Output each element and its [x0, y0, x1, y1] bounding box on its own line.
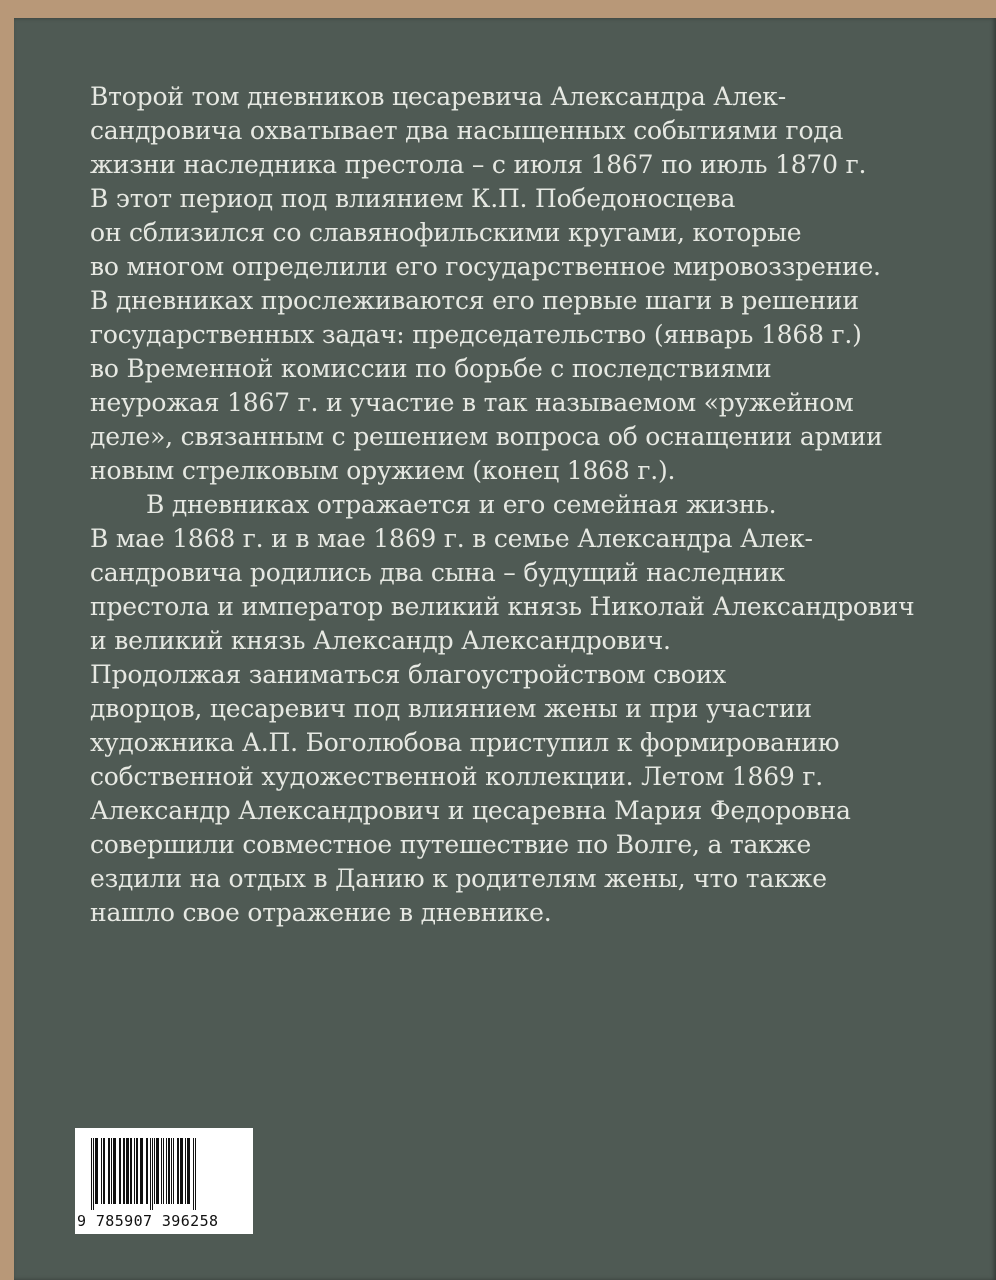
barcode-bar: [108, 1138, 110, 1204]
barcode-bar: [193, 1138, 194, 1210]
text-line: нашло свое отражение в дневнике.: [90, 898, 552, 927]
barcode-bar: [111, 1138, 112, 1204]
text-line: В мае 1868 г. и в мае 1869 г. в семье Александра Алек-: [90, 524, 813, 553]
barcode-digits: 9 785907 396258: [77, 1212, 219, 1230]
text-line: В дневниках отражается и его семейная жизнь.: [146, 490, 777, 519]
text-line: неурожая 1867 г. и участие в так называемом «ружейном: [90, 388, 854, 417]
barcode-bar: [101, 1138, 102, 1204]
text-line: совершили совместное путешествие по Волге, а также: [90, 830, 812, 859]
annotation-text: [90, 80, 915, 930]
barcode-bar: [93, 1138, 94, 1210]
text-line: ездили на отдых в Данию к родителям жены, что также: [90, 864, 827, 893]
text-line: жизни наследника престола – с июля 1867 по июль 1870 г.: [90, 150, 867, 179]
barcode-bar: [195, 1138, 196, 1210]
barcode-bars: [91, 1138, 241, 1210]
text-line: престола и император великий князь Николай Александрович: [90, 592, 915, 621]
barcode-bar: [168, 1138, 170, 1204]
barcode-bar: [161, 1138, 162, 1204]
book-back-cover: [14, 18, 996, 1280]
barcode-bar: [166, 1138, 167, 1204]
text-line: сандровича охватывает два насыщенных событиями года: [90, 116, 844, 145]
text-line: Александр Александрович и цесаревна Мария Федоровна: [90, 796, 851, 825]
barcode-bar: [113, 1138, 116, 1204]
text-line: новым стрелковым оружием (конец 1868 г.).: [90, 456, 676, 485]
barcode-bar: [146, 1138, 148, 1204]
barcode-bar: [130, 1138, 132, 1204]
barcode-bar: [123, 1138, 125, 1204]
barcode-bar: [163, 1138, 164, 1204]
text-line: государственных задач: председательство (январь 1868 г.): [90, 320, 862, 349]
barcode-bar: [103, 1138, 105, 1204]
text-line: В дневниках прослеживаются его первые шаги в решении: [90, 286, 859, 315]
text-line: во многом определили его государственное мировоззрение.: [90, 252, 881, 281]
barcode-bar: [152, 1138, 153, 1210]
text-line: деле», связанным с решением вопроса об оснащении армии: [90, 422, 883, 451]
text-line: во Временной комиссии по борьбе с последствиями: [90, 354, 772, 383]
barcode-bar: [91, 1138, 92, 1210]
text-line: В этот период под влиянием К.П. Победоносцева: [90, 184, 736, 213]
barcode-bar: [173, 1138, 174, 1204]
barcode-bar: [187, 1138, 190, 1204]
barcode-bar: [171, 1138, 172, 1204]
text-line: сандровича родились два сына – будущий наследник: [90, 558, 785, 587]
text-line: Продолжая заниматься благоустройством своих: [90, 660, 727, 689]
text-line: и великий князь Александр Александрович.: [90, 626, 671, 655]
barcode-bar: [95, 1138, 98, 1204]
text-line: он сблизился со славянофильскими кругами, которые: [90, 218, 802, 247]
text-line: дворцов, цесаревич под влиянием жены и при участии: [90, 694, 812, 723]
barcode-bar: [185, 1138, 186, 1204]
barcode-bar: [119, 1138, 121, 1204]
barcode-bar: [140, 1138, 143, 1204]
barcode-bar: [180, 1138, 183, 1204]
barcode-bar: [177, 1138, 179, 1204]
barcode-bar: [156, 1138, 159, 1204]
text-line: Второй том дневников цесаревича Александра Алек-: [90, 82, 786, 111]
barcode-bar: [150, 1138, 151, 1210]
barcode-bar: [154, 1138, 155, 1204]
text-line: собственной художественной коллекции. Летом 1869 г.: [90, 762, 824, 791]
barcode-bar: [126, 1138, 129, 1204]
barcode-bar: [136, 1138, 138, 1204]
text-line: художника А.П. Боголюбова приступил к формированию: [90, 728, 840, 757]
barcode-bar: [134, 1138, 135, 1204]
isbn-barcode: [75, 1128, 253, 1234]
